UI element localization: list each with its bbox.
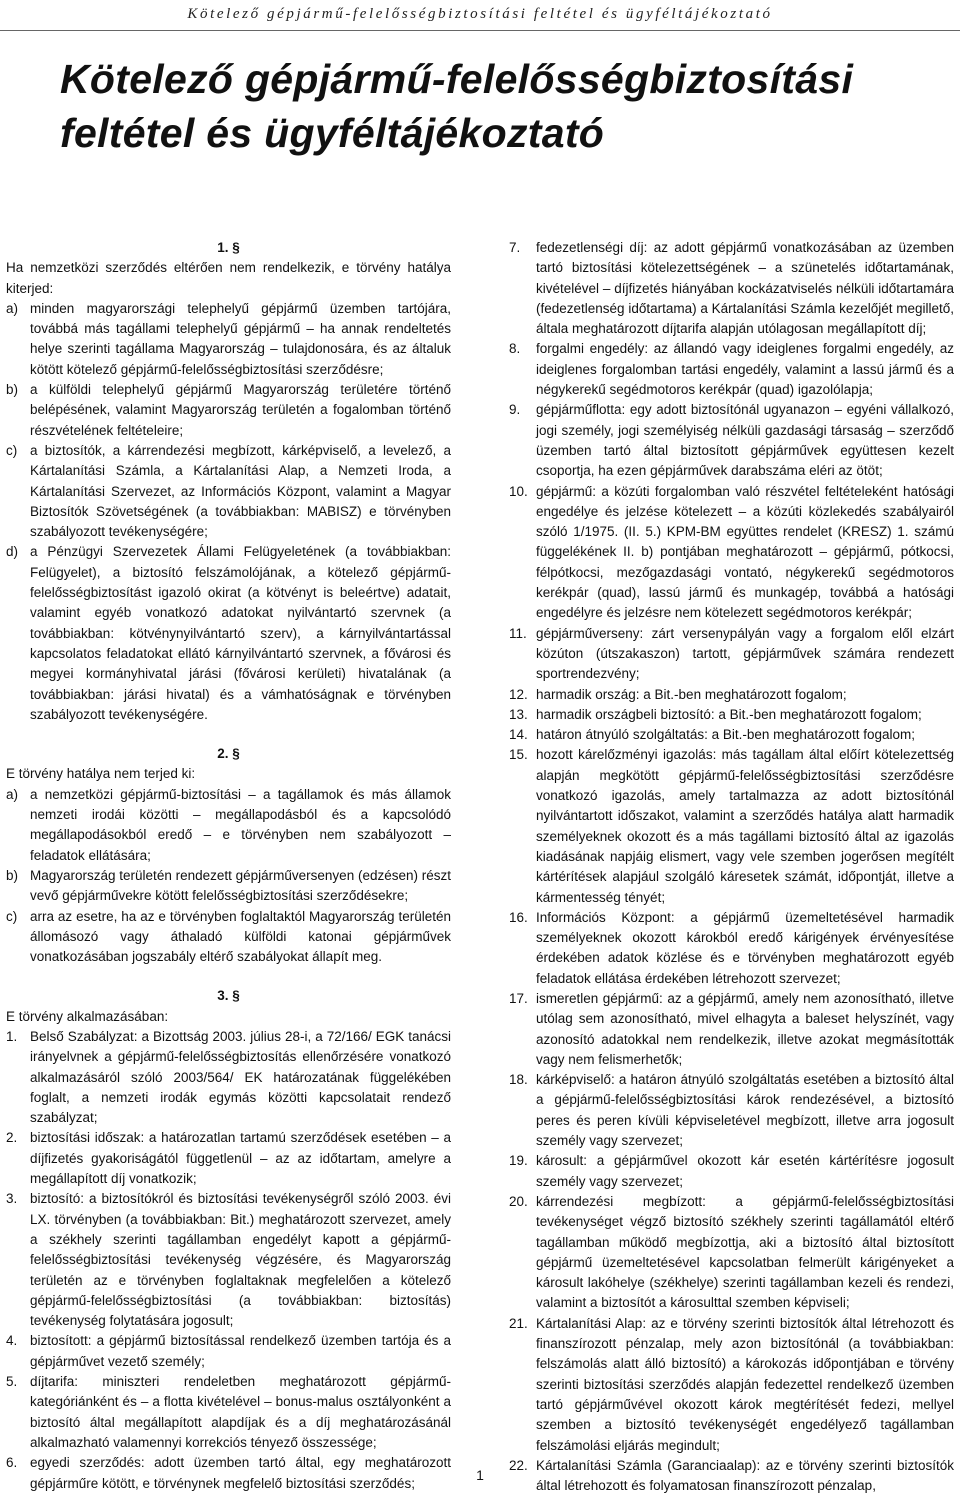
- item-marker: 20.: [509, 1193, 528, 1209]
- item-marker: 3.: [6, 1191, 18, 1207]
- item-text: Belső Szabályzat: a Bizottság 2003. július 28-i, a 72/166/ EGK tanácsi irányelvnek a gépjármű-felelősségbiztosítás ellenőrzésére vonatkozó alkalmazásáról szóló 2003/564/ EK határozatának függelékében foglalt, a nemzeti irodák egymás közötti kapcsolatait rendező szabályzat;: [30, 1028, 451, 1126]
- section-intro: E törvény alkalmazásában:: [6, 1008, 169, 1024]
- list-item: [509, 1151, 954, 1192]
- running-header: Kötelező gépjármű-felelősségbiztosítási feltétel és ügyféltájékoztató: [187, 6, 773, 22]
- item-text: minden magyarországi telephelyű gépjármű üzemben tartójára, továbbá más tagállami telephelyű gépjármű – ha annak rendeltetés helye szerinti tagállama Magyarország – tulajdonosára, és az általuk kötött kötelező gépjármű-felelősségbiztosítási szerződésre;: [30, 300, 451, 377]
- item-text: biztosító: a biztosítókról és biztosítási tevékenységről szóló 2003. évi LX. törvényben (a továbbiakban: Bit.) meghatározott szervezet, amely a székhely szerinti tagállamban engedélyt kapott a gépjármű-felelősségbiztosítási tevékenység végzésére, és Magyarország területén az e törvényben foglaltaknak megfelelően a kötelező gépjármű-felelősségbiztosítási (a továbbiakban: biztosítás) tevékenység folytatására jogosult;: [30, 1191, 451, 1329]
- item-marker: a): [6, 786, 19, 802]
- list-item: [509, 1192, 954, 1314]
- list-item: [6, 1331, 451, 1372]
- section-heading-2: 2. §: [217, 746, 240, 762]
- item-marker: 17.: [509, 990, 528, 1006]
- item-text: Információs Központ: a gépjármű üzemeltetésével harmadik személyeknek okozott károkból eredő kárigények érvényesítése érdekében adatok közlése és e törvényben meghatározott egyéb feladatok ellátása érdekében létrehozott szervezet;: [536, 909, 954, 986]
- list-item: [6, 299, 451, 380]
- item-text: gépjárműverseny: zárt versenypályán vagy a forgalom elől elzárt közúton (útszakaszon) tartott, gépjárművek számára rendezett sportrendezvény;: [536, 625, 954, 682]
- item-marker: b): [6, 382, 19, 398]
- item-text: gépjárműflotta: egy adott biztosítónál ugyanazon – egyéni vállalkozó, jogi személy, jogi személyiség nélküli gazdasági társaság – szerződő üzemben tartó által biztosított gépjárművek együttesen kezelt csoportja, ha ezen gépjárművek darabszáma eléri az ötöt;: [536, 402, 954, 479]
- list-item: [509, 1314, 954, 1456]
- item-marker: 10.: [509, 483, 528, 499]
- item-text: a nemzetközi gépjármű-biztosítási – a tagállamok és más államok nemzeti irodái közötti – megállapodásból és a kapcsolódó megállapodásokból eredő – e törvényben nem szabályozott – feladatok ellátására;: [30, 786, 451, 863]
- item-text: Kártalanítási Számla (Garanciaalap): az e törvény szerinti biztosítók által létrehozott és folyamatosan finanszírozott pénzalap,: [536, 1457, 954, 1494]
- item-text: harmadik ország: a Bit.-ben meghatározott fogalom;: [536, 686, 847, 702]
- item-marker: 2.: [6, 1130, 18, 1146]
- item-marker: 13.: [509, 706, 528, 722]
- list-item: [6, 1189, 451, 1331]
- section-heading-3: 3. §: [217, 988, 240, 1004]
- item-text: fedezetlenségi díj: az adott gépjármű vonatkozásában az üzemben tartó biztosítási kötelezettségének – a szünetelés időtartamának, kivételével – díjfizetés hiányában kockázatviselés nélküli időtartamára (fedezetlenség időtartama) a Kártalanítási Számla kezelőjét megillető, általa meghatározott díjtarifa alapján utólagosan megállapított díj;: [536, 240, 954, 337]
- item-text: egyedi szerződés: adott üzemben tartó által, egy meghatározott gépjárműre kötött, e törvénynek megfelelő biztosítási szerződés;: [30, 1455, 451, 1491]
- document-title: [60, 52, 940, 160]
- section-2-list: [6, 785, 451, 968]
- item-marker: b): [6, 867, 19, 883]
- title-line: Kötelező gépjármű-felelősségbiztosítási: [60, 56, 854, 102]
- item-text: biztosított: a gépjármű biztosítással rendelkező üzemben tartója és a gépjárművet vezető személy;: [30, 1333, 451, 1369]
- list-item: [6, 866, 451, 907]
- item-text: forgalmi engedély: az állandó vagy ideiglenes forgalmi engedély, az ideiglenes forgalomban tartási engedély, valamint a lassú jármű és a négykerekű segédmotoros kerékpár (quad) igazolólapja;: [536, 341, 954, 398]
- item-text: kárrendezési megbízott: a gépjármű-felelősségbiztosítási tevékenységet végző biztosító székhely szerinti tagállamától eltérő tagállamban működő megbízottja, aki a biztosító által biztosított gépjármű üzemeltetésével kapcsolatban felmerült kárigényeket a károsult lakóhelye (székhelye) szerinti tagállamban kezeli és rendezi, valamint a biztosítót a károsulttal szemben képviseli;: [536, 1193, 954, 1311]
- right-column: [509, 238, 954, 1496]
- section-intro: Ha nemzetközi szerződés eltérően nem rendelkezik, e törvény hatálya kiterjed:: [6, 260, 451, 296]
- item-marker: 12.: [509, 686, 528, 702]
- list-item: [509, 725, 954, 745]
- item-text: Magyarország területén rendezett gépjárműversenyen (edzésen) részt vevő gépjárművekre kötött felelősségbiztosítási szerződésekre;: [30, 867, 451, 904]
- list-item: [509, 1070, 954, 1151]
- item-marker: 4.: [6, 1333, 18, 1349]
- item-text: kárképviselő: a határon átnyúló szolgáltatás esetében a biztosító által a gépjármű-felelősségbiztosítási károk rendezésével, a biztosító peres és peren kívüli képviseletével megbízott, illetve arra jogosult személy vagy szervezet;: [536, 1072, 954, 1149]
- item-marker: 9.: [509, 402, 521, 418]
- list-item: [6, 907, 451, 968]
- page-number: 1: [476, 1467, 484, 1483]
- item-marker: c): [6, 442, 18, 458]
- header-divider: [0, 30, 960, 31]
- section-intro: E törvény hatálya nem terjed ki:: [6, 766, 196, 782]
- item-text: a külföldi telephelyű gépjármű Magyarország területére történő belépésének, valamint Magyarország területén a fogalomban történő részvételének feltételeire;: [30, 382, 451, 438]
- item-marker: 5.: [6, 1374, 18, 1390]
- item-marker: 21.: [509, 1315, 528, 1331]
- list-item: [509, 482, 954, 624]
- item-marker: c): [6, 908, 18, 924]
- list-item: [509, 745, 954, 907]
- title-line: feltétel és ügyféltájékoztató: [60, 110, 605, 156]
- item-marker: 6.: [6, 1455, 18, 1471]
- item-marker: 16.: [509, 909, 528, 925]
- list-item: [509, 238, 954, 339]
- item-marker: 1.: [6, 1028, 18, 1044]
- definitions-list: [6, 1027, 451, 1494]
- item-text: a Pénzügyi Szervezetek Állami Felügyeletének (a továbbiakban: Felügyelet), a biztosító felszámolójának, a kötelező gépjármű-felelősségbiztosítást igazoló okirat (a kötvényt is beleértve) adatait, valamint egyéb vonatkozó adatokat nyilvántartó szervnek (a továbbiakban: kötvénynyilvántartó szerv), a kárnyilvántartással kapcsolatos feladatokat ellátó kárnyilvántartó szervnek, a fővárosi és megyei kormányhivatal járási (fővárosi kerületi) hivatalának (a továbbiakban: járási hivatal) és a vámhatóságnak e törvényben szabályozott tevékenységére.: [30, 544, 451, 722]
- list-item: [6, 1027, 451, 1128]
- item-text: harmadik országbeli biztosító: a Bit.-ben meghatározott fogalom;: [536, 706, 922, 722]
- list-item: [6, 1128, 451, 1189]
- list-item: [6, 785, 451, 866]
- left-column: [6, 238, 451, 1494]
- section-1-list: [6, 299, 451, 725]
- list-item: [6, 380, 451, 441]
- item-text: díjtarifa: miniszteri rendeletben meghatározott gépjármű-kategóriánként és – a flotta kivételével – bonus-malus osztályonként a biztosító által megállapított alapdíjak és a díj meghatározásánál alkalmazható valamennyi korrekciós tényező összessége;: [30, 1374, 451, 1450]
- section-heading-1: 1. §: [217, 240, 240, 255]
- item-marker: 22.: [509, 1457, 528, 1473]
- item-text: gépjármű: a közúti forgalomban való részvétel feltételeként hatósági engedélye és jelzése kötelezett – a közúti közlekedés szabályairól szóló 1/1975. (II. 5.) KPM-BM együttes rendelet (KRESZ) 1. számú függelékének II. b) pontjában meghatározott – gépjármű, pótkocsi, félpótkocsi, mezőgazdasági vontató, négykerekű segédmotoros kerékpár (quad), lassú jármű és munkagép, továbbá a hatósági engedélyre és jelzésre nem kötelezett segédmotoros kerékpár;: [536, 483, 954, 621]
- list-item: [509, 339, 954, 400]
- list-item: [509, 989, 954, 1070]
- list-item: [509, 400, 954, 481]
- item-marker: 19.: [509, 1153, 528, 1169]
- list-item: [509, 908, 954, 989]
- item-marker: 15.: [509, 747, 528, 763]
- definitions-list-continued: [509, 238, 954, 1496]
- item-marker: 8.: [509, 341, 521, 357]
- list-item: [6, 1372, 451, 1453]
- list-item: [6, 542, 451, 725]
- item-marker: a): [6, 300, 19, 316]
- item-marker: d): [6, 544, 19, 560]
- item-marker: 14.: [509, 727, 528, 743]
- item-text: biztosítási időszak: a határozatlan tartamú szerződések esetében – a díjfizetés gyakoriságától függetlenül – az az időtartam, amelyre a megállapított díj vonatkozik;: [30, 1130, 451, 1187]
- item-text: arra az esetre, ha az e törvényben foglaltaktól Magyarország területén állomásozó vagy áthaladó külföldi katonai gépjárművek vonatkozásában jogszabály eltérő szabályokat állapít meg.: [30, 908, 451, 965]
- list-item: [509, 705, 954, 725]
- item-text: Kártalanítási Alap: az e törvény szerinti biztosítók által létrehozott és finanszírozott pénzalap, mely azon biztosítónál (a továbbiakban: felszámolás alatt álló biztosító) a károkozás időpontjában e törvény szerinti biztosítási szerződés alapján fedezettel rendelkező üzemben tartó gépjárművével okozott károk megtérítését fedezi, mellyel szemben a biztosító tevékenységét engedélyező tagállamban felszámolási eljárás megindult;: [536, 1315, 954, 1453]
- list-item: [509, 685, 954, 705]
- item-text: a biztosítók, a kárrendezési megbízott, kárképviselő, a levelező, a Kártalanítási Számla, a Kártalanítási Alap, a Nemzeti Iroda, a Kártalanítási Szervezet, az Információs Központ, valamint a Magyar Biztosítók Szövetségének (a továbbiakban: MABISZ) e törvényben szabályozott tevékenységére;: [30, 442, 451, 540]
- item-text: károsult: a gépjárművel okozott kár esetén kártérítésre jogosult személy vagy szervezet;: [536, 1153, 954, 1189]
- list-item: [509, 624, 954, 685]
- item-text: határon átnyúló szolgáltatás: a Bit.-ben meghatározott fogalom;: [536, 727, 915, 743]
- item-text: ismeretlen gépjármű: az a gépjármű, amely nem azonosítható, illetve utólag sem azonosítható, mivel elhagyta a baleset helyszínét, vagy azonosító adatokkal nem rendelkezik, illetve azokat megmásították vagy nem felismerhetők;: [536, 990, 954, 1067]
- list-item: [6, 441, 451, 542]
- item-marker: 7.: [509, 240, 521, 255]
- item-marker: 18.: [509, 1072, 528, 1088]
- item-marker: 11.: [509, 625, 527, 641]
- item-text: hozott kárelőzményi igazolás: más tagállam által előírt kötelezettség alapján megkötött gépjármű-felelősségbiztosítási szerződésre vonatkozó igazolás, amely tartalmazza az adott biztosítónál nyilvántartott időszakot, valamint a szerződés hatálya alatt harmadik személyeknek okozott és a más tagállami biztosító által az igazolás kiadásának napjáig elismert, vagy vele szemben jogerősen megítélt kártérítések alapjául szolgáló káresetek számát, időpontját, illetve a kármentesség tényét;: [536, 747, 954, 905]
